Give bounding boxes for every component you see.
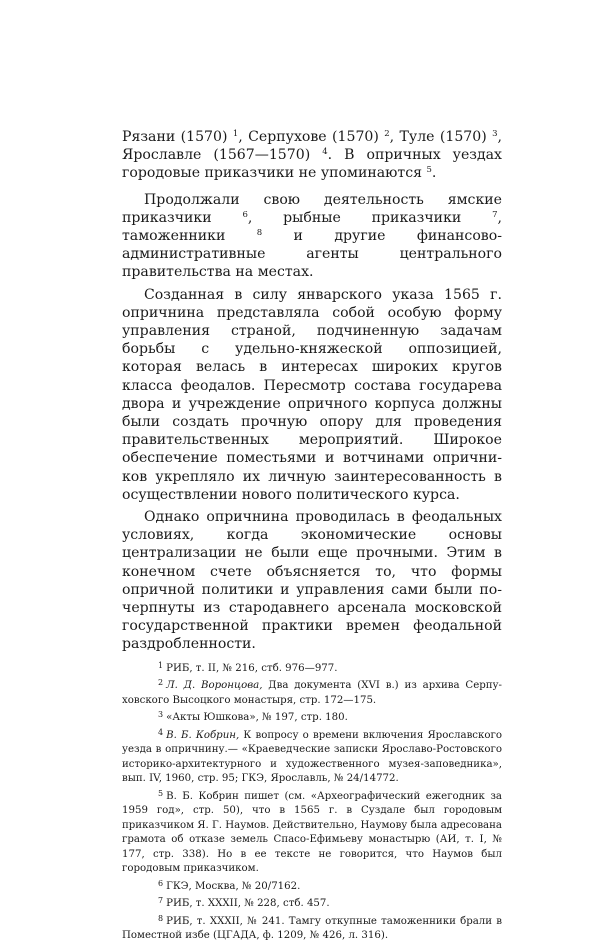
footnote	[122, 659, 502, 677]
footnote	[122, 787, 502, 877]
footnote-number: 3	[158, 710, 164, 720]
footnote-ref: 1	[232, 129, 239, 139]
footnote-text: К вопросу о времени включения Ярославского уезда в опричнину.— «Краеведческие записки Ярославо-Ростовского историко-архитектурного и художественного музея-заповедника», вып. IV, 1960, стр. 95; ГКЭ, Ярославль, № 24/14772.	[122, 729, 502, 785]
paragraph-2	[122, 191, 502, 282]
footnote	[122, 708, 502, 726]
footnote	[122, 894, 502, 912]
footnote	[122, 726, 502, 787]
footnote-text: РИБ, т. II, № 216, стб. 976—977.	[166, 662, 338, 674]
footnote	[122, 912, 502, 944]
text-span: , таможенники	[122, 209, 502, 245]
footnote-ref: 8	[256, 228, 263, 239]
text-span: , Серпухове (1570)	[238, 129, 385, 145]
text-span: Продолжали свою деятельность ямские приказчики	[122, 191, 502, 226]
text-span: . В опричных уездах городовые приказчики не упоминаются	[122, 147, 502, 182]
footnote-ref: 5	[426, 165, 432, 176]
footnote-number: 8	[158, 913, 164, 923]
text-span: , рыбные приказчики	[247, 209, 493, 226]
footnote-ref: 7	[492, 209, 498, 220]
text-span: , Туле (1570)	[389, 129, 493, 145]
text-span: .	[431, 165, 437, 182]
main-text	[122, 128, 502, 654]
book-page	[122, 128, 502, 944]
footnote-ref: 6	[242, 209, 248, 220]
footnote-ref: 2	[384, 129, 390, 139]
footnote-number: 5	[158, 788, 164, 798]
text-span: , Ярославле (1567—1570)	[122, 129, 502, 164]
footnote-text: Два документа (XVI в.) из архива Серпуховского Высоцкого монастыря, стр. 172—175.	[122, 680, 502, 706]
footnote-text: В. Б. Кобрин пишет (см. «Археографический ежегодник за 1959 год», стр. 50), что в 1565 г. в Суздале был городовым приказчиком Я. Г. Наумов. Действительно, Наумову была адресована грамота об отказе земель Спасо-Ефимьеву монастырю (АИ, т. I, № 177, стр. 338). Но в ее тексте не говорится, что Наумов был городовым приказчиком.	[122, 790, 502, 875]
paragraph-4: Однако опричнина проводилась в феодальных условиях, когда экономические основы централизации не были еще прочными. Этим в конечном счете объясняется то, что формы опричной политики и управления сами были почерпнуты из стародавнего арсенала московской государственной практики времен феодальной раздробленности.	[122, 509, 502, 653]
text-span: и другие финансово-административные агенты центрального правительства на местах.	[122, 228, 502, 281]
footnote-number: 7	[158, 896, 164, 906]
footnote-text: ГКЭ, Москва, № 20/7162.	[166, 880, 301, 892]
footnote-number: 4	[158, 727, 164, 737]
footnote	[122, 676, 502, 708]
footnote-author: Л. Д. Воронцова,	[166, 680, 263, 692]
footnote-text: РИБ, т. XXXII, № 241. Тамгу откупные таможенники брали в Поместной избе (ЦГАДА, ф. 1209, № 426, л. 316).	[122, 915, 502, 942]
footnote-number: 1	[158, 660, 164, 670]
footnote-ref: 4	[322, 147, 328, 158]
footnote-number: 6	[158, 878, 164, 888]
text-span: Рязани (1570)	[122, 129, 233, 145]
footnote-ref: 3	[492, 129, 498, 139]
footnotes	[122, 659, 502, 944]
footnote-text: «Акты Юшкова», № 197, стр. 180.	[166, 712, 348, 724]
footnote-author: В. Б. Кобрин,	[166, 729, 240, 741]
footnote	[122, 877, 502, 895]
footnote-text: РИБ, т. XXXII, № 228, стб. 457.	[166, 898, 330, 910]
paragraph-1	[122, 128, 502, 183]
paragraph-3: Созданная в силу январского указа 1565 г. опричнина представляла собой особую форму управления страной, подчиненную задачам борьбы с удельно-княжеской оппозицией, которая велась в интересах широких кругов класса феодалов. Пересмотр состава государева двора и учреждение опричного корпуса должны были создать прочную опору для проведения правительственных мероприятий. Широкое обеспечение поместьями и вотчинами опричников укрепляло их личную заинтересованность в осуществлении нового политического курса.	[122, 286, 502, 503]
footnote-number: 2	[158, 678, 164, 688]
